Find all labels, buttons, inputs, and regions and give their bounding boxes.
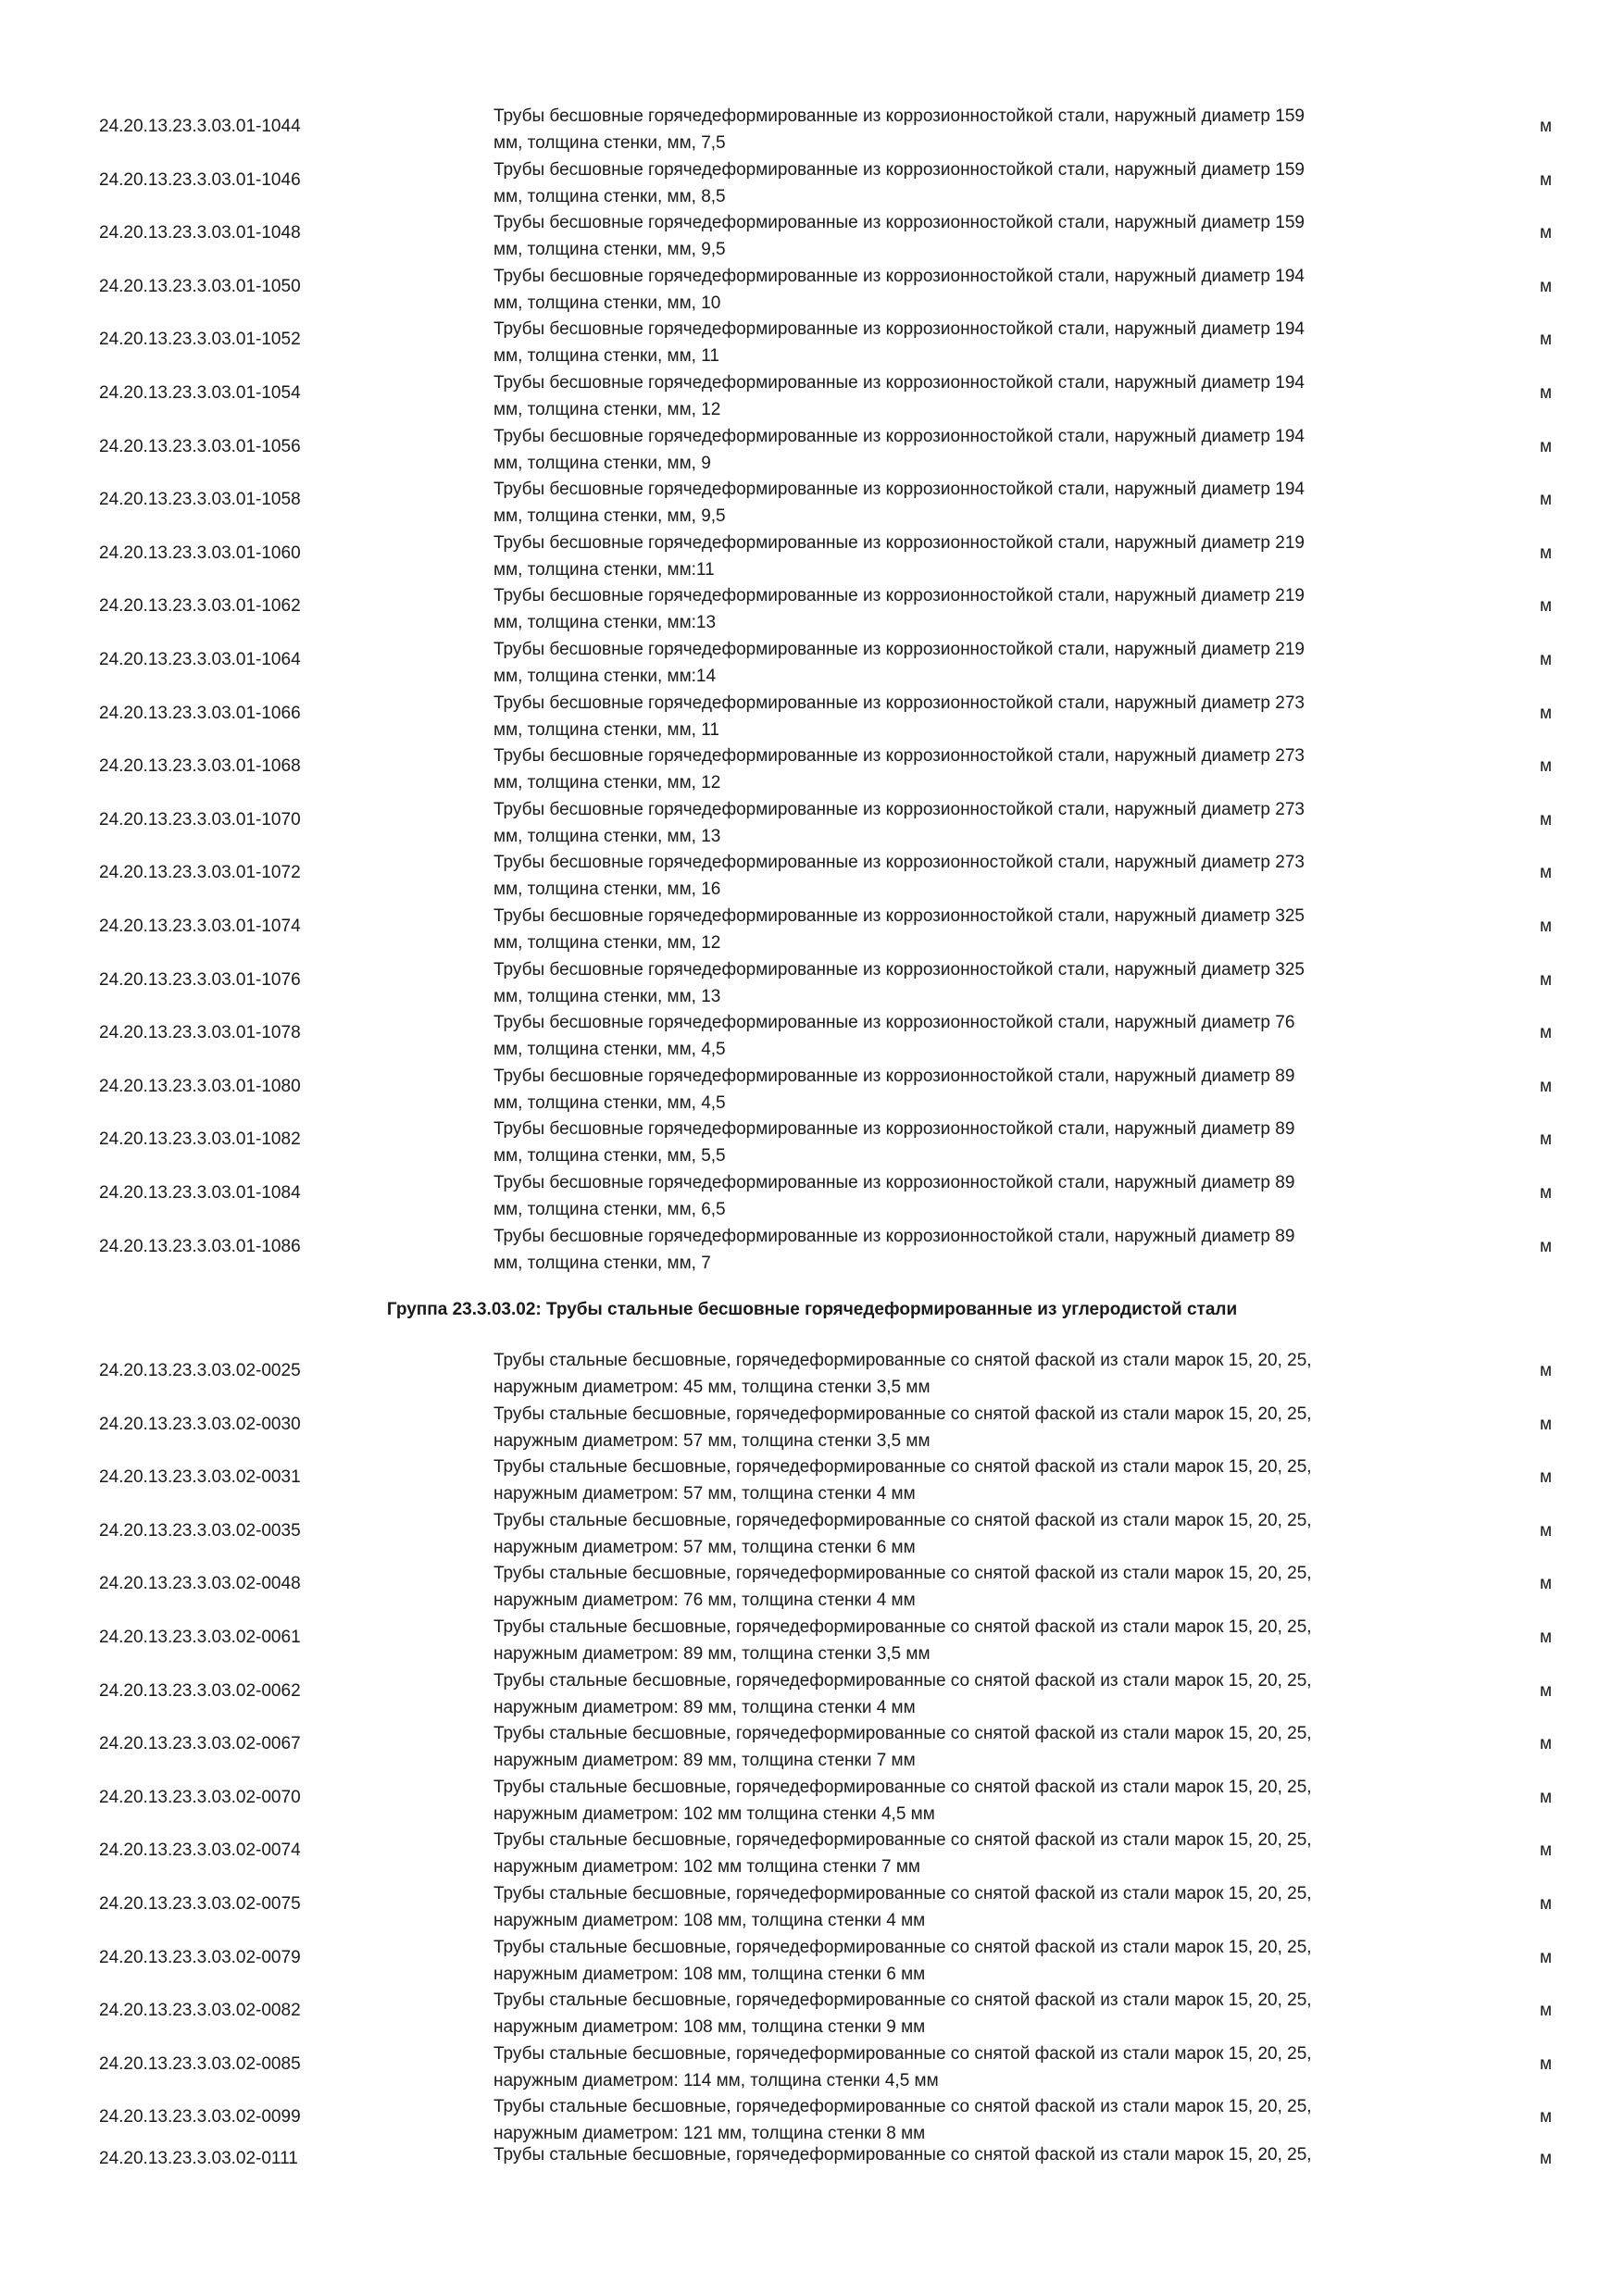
- item-description: [493, 2093, 1438, 2147]
- table-row: [0, 897, 1624, 951]
- item-code: 24.20.13.23.3.03.01-1046: [99, 169, 301, 190]
- item-description: [493, 1063, 1438, 1117]
- table-row: [0, 204, 1624, 260]
- item-code: 24.20.13.23.3.03.02-0030: [99, 1414, 301, 1434]
- item-description: [493, 1116, 1438, 1169]
- item-code: 24.20.13.23.3.03.01-1086: [99, 1236, 301, 1256]
- table-row: [0, 1448, 1624, 1502]
- item-unit: м: [1540, 596, 1553, 617]
- table-row: [0, 1662, 1624, 1716]
- table-row: [0, 257, 1624, 311]
- item-unit: м: [1540, 1023, 1553, 1043]
- item-unit: м: [1540, 1947, 1553, 1967]
- item-unit: м: [1540, 756, 1553, 777]
- item-code: 24.20.13.23.3.03.02-0067: [99, 1734, 301, 1754]
- description-line-1: Трубы бесшовные горячедеформированные из коррозионностойкой стали, наружный диаметр 89: [493, 1226, 1295, 1246]
- item-description: [493, 209, 1438, 263]
- table-row: [0, 1057, 1624, 1111]
- description-line-1: Трубы стальные бесшовные, горячедеформированные со снятой фаской из стали марок 15, 20, 25,: [493, 1937, 1312, 1957]
- item-unit: м: [1540, 2053, 1553, 2074]
- description-line-2: наружным диаметром: 102 мм толщина стенки 4,5 мм: [493, 1803, 935, 1824]
- item-description: [493, 1009, 1438, 1063]
- description-line-2: наружным диаметром: 45 мм, толщина стенки 3,5 мм: [493, 1378, 931, 1397]
- item-code: 24.20.13.23.3.03.01-1060: [99, 543, 301, 563]
- item-unit: м: [1540, 1183, 1553, 1203]
- item-code: 24.20.13.23.3.03.01-1044: [99, 117, 301, 136]
- description-line-1: Трубы стальные бесшовные, горячедеформированные со снятой фаской из стали марок 15, 20, 25,: [493, 2043, 1312, 2064]
- description-line-1: Трубы стальные бесшовные, горячедеформированные со снятой фаской из стали марок 15, 20, 25,: [493, 1564, 1312, 1584]
- item-code: 24.20.13.23.3.03.02-0075: [99, 1894, 301, 1914]
- description-line-2: наружным диаметром: 102 мм толщина стенки 7 мм: [493, 1857, 920, 1878]
- table-row: [0, 1554, 1624, 1611]
- description-line-1: Трубы бесшовные горячедеформированные из коррозионностойкой стали, наружный диаметр 219: [493, 532, 1305, 553]
- description-line-1: Трубы бесшовные горячедеформированные из коррозионностойкой стали, наружный диаметр 194: [493, 319, 1305, 340]
- item-unit: м: [1540, 1841, 1553, 1861]
- table-row: [0, 364, 1624, 418]
- description-line-1: Трубы бесшовные горячедеформированные из коррозионностойкой стали, наружный диаметр 194: [493, 266, 1305, 286]
- item-description: [493, 1347, 1438, 1401]
- description-line-2: мм, толщина стенки, мм, 4,5: [493, 1092, 726, 1113]
- item-unit: м: [1540, 383, 1553, 403]
- item-code: 24.20.13.23.3.03.02-0062: [99, 1680, 301, 1701]
- item-code: 24.20.13.23.3.03.01-1074: [99, 917, 301, 936]
- table-row: [0, 577, 1624, 633]
- item-description: [493, 1774, 1438, 1828]
- table-row: [0, 1164, 1624, 1217]
- table-row: [0, 951, 1624, 1004]
- item-unit: м: [1540, 1734, 1553, 1754]
- item-description: [493, 476, 1438, 530]
- item-code: 24.20.13.23.3.03.02-0085: [99, 2053, 301, 2074]
- item-unit: м: [1540, 1628, 1553, 1647]
- description-line-2: мм, толщина стенки, мм, 12: [493, 933, 721, 953]
- description-line-2: наружным диаметром: 57 мм, толщина стенки 3,5 мм: [493, 1430, 931, 1451]
- item-description: [493, 1507, 1438, 1561]
- description-line-2: мм, толщина стенки, мм, 11: [493, 719, 719, 740]
- item-description: [493, 1987, 1438, 2040]
- table-row: [0, 1341, 1624, 1395]
- item-unit: м: [1540, 2001, 1553, 2021]
- item-unit: м: [1540, 490, 1553, 510]
- table-row: [0, 1928, 1624, 1982]
- item-description: [493, 423, 1438, 477]
- item-description: [493, 1454, 1438, 1507]
- table-row: [0, 418, 1624, 471]
- table-row: [0, 470, 1624, 527]
- table-row: [0, 1715, 1624, 1771]
- description-line-2: мм, толщина стенки, мм, 12: [493, 400, 721, 419]
- description-line-1: Трубы бесшовные горячедеформированные из коррозионностойкой стали, наружный диаметр 159: [493, 213, 1305, 233]
- description-line-2: мм, толщина стенки, мм, 9,5: [493, 240, 726, 260]
- description-line-1: Трубы бесшовные горячедеформированные из коррозионностойкой стали, наружный диаметр 325: [493, 906, 1305, 926]
- item-code: 24.20.13.23.3.03.01-1068: [99, 756, 301, 777]
- description-line-2: наружным диаметром: 89 мм, толщина стенки 7 мм: [493, 1751, 916, 1771]
- item-description: [493, 1223, 1438, 1277]
- description-line-1: Трубы стальные бесшовные, горячедеформированные со снятой фаской из стали марок 15, 20, 25,: [493, 1884, 1312, 1903]
- description-line-1: Трубы бесшовные горячедеформированные из коррозионностойкой стали, наружный диаметр 194: [493, 480, 1305, 500]
- table-row: [0, 791, 1624, 844]
- item-description: [493, 103, 1438, 156]
- item-description: [493, 1401, 1438, 1454]
- item-description: [493, 796, 1438, 850]
- item-unit: м: [1540, 330, 1553, 350]
- item-unit: м: [1540, 2107, 1553, 2128]
- description-line-1: Трубы стальные бесшовные, горячедеформированные со снятой фаской из стали марок 15, 20, 25,: [493, 1990, 1312, 2011]
- item-unit: м: [1540, 1129, 1553, 1150]
- item-code: 24.20.13.23.3.03.01-1080: [99, 1076, 301, 1096]
- item-description: [493, 690, 1438, 743]
- item-code: 24.20.13.23.3.03.02-0035: [99, 1520, 301, 1541]
- description-line-2: мм, толщина стенки, мм, 13: [493, 826, 721, 846]
- item-code: 24.20.13.23.3.03.02-0061: [99, 1628, 301, 1647]
- description-line-2: мм, толщина стенки, мм, 13: [493, 986, 721, 1006]
- item-description: [493, 1560, 1438, 1614]
- description-line-1: Трубы бесшовные горячедеформированные из коррозионностойкой стали, наружный диаметр 273: [493, 746, 1305, 767]
- description-line-1: Трубы стальные бесшовные, горячедеформированные со снятой фаской из стали марок 15, 20, 25,: [493, 1617, 1312, 1637]
- description-line-1: Трубы бесшовные горячедеформированные из коррозионностойкой стали, наружный диаметр 219: [493, 586, 1305, 606]
- table-row: [0, 1004, 1624, 1060]
- item-description: [493, 1827, 1438, 1880]
- item-code: 24.20.13.23.3.03.01-1058: [99, 490, 301, 510]
- item-unit: м: [1540, 1574, 1553, 1594]
- item-code: 24.20.13.23.3.03.02-0099: [99, 2107, 301, 2128]
- group-heading: Группа 23.3.03.02: Трубы стальные бесшовные горячедеформированные из углеродистой стали: [386, 1300, 1238, 1319]
- item-unit: м: [1540, 1680, 1553, 1701]
- description-line-2: мм, толщина стенки, мм, 4,5: [493, 1040, 726, 1060]
- description-line-1: Трубы бесшовные горячедеформированные из коррозионностойкой стали, наружный диаметр 273: [493, 853, 1305, 873]
- item-description: [493, 1934, 1438, 1988]
- description-line-1: Трубы бесшовные горячедеформированные из коррозионностойкой стали, наружный диаметр 273: [493, 799, 1305, 819]
- item-code: 24.20.13.23.3.03.02-0074: [99, 1841, 301, 1861]
- item-unit: м: [1540, 223, 1553, 243]
- item-code: 24.20.13.23.3.03.01-1050: [99, 276, 301, 296]
- item-unit: м: [1540, 117, 1553, 136]
- description-line-1: Трубы стальные бесшовные, горячедеформированные со снятой фаской из стали марок 15, 20, 25,: [493, 1351, 1312, 1370]
- item-unit: м: [1540, 1467, 1553, 1488]
- description-line-2: наружным диаметром: 108 мм, толщина стенки 9 мм: [493, 2017, 926, 2038]
- description-line-2: мм, толщина стенки, мм, 7: [493, 1253, 711, 1273]
- description-line-1: Трубы бесшовные горячедеформированные из коррозионностойкой стали, наружный диаметр 325: [493, 959, 1305, 980]
- item-description: [493, 530, 1438, 583]
- table-row: [0, 843, 1624, 900]
- table-row: [0, 684, 1624, 738]
- item-description: [493, 156, 1438, 210]
- description-line-2: мм, толщина стенки, мм, 6,5: [493, 1200, 726, 1219]
- table-row: [0, 1217, 1624, 1271]
- description-line-2: наружным диаметром: 57 мм, толщина стенки 6 мм: [493, 1537, 916, 1557]
- table-row: [0, 1502, 1624, 1555]
- table-row: [0, 1395, 1624, 1449]
- item-code: 24.20.13.23.3.03.02-0025: [99, 1361, 301, 1380]
- description-line-1: Трубы стальные бесшовные, горячедеформированные со снятой фаской из стали марок 15, 20, 25,: [493, 1777, 1312, 1797]
- description-line-1: Трубы стальные бесшовные, горячедеформированные со снятой фаской из стали марок 15, 20, 25,: [493, 1670, 1312, 1691]
- item-code: 24.20.13.23.3.03.01-1070: [99, 809, 301, 830]
- item-unit: м: [1540, 169, 1553, 190]
- table-row: [0, 2035, 1624, 2089]
- item-code: 24.20.13.23.3.03.01-1054: [99, 383, 301, 403]
- item-code: 24.20.13.23.3.03.01-1052: [99, 330, 301, 350]
- table-row: [0, 310, 1624, 367]
- description-line-1: Трубы бесшовные горячедеформированные из коррозионностойкой стали, наружный диаметр 273: [493, 693, 1305, 713]
- description-line-2: мм, толщина стенки, мм:13: [493, 613, 717, 633]
- description-line-1: Трубы бесшовные горячедеформированные из коррозионностойкой стали, наружный диаметр 219: [493, 640, 1305, 659]
- table-row: [0, 1875, 1624, 1928]
- item-description: [493, 316, 1438, 369]
- item-code: 24.20.13.23.3.03.02-0070: [99, 1787, 301, 1807]
- item-unit: м: [1540, 436, 1553, 456]
- description-line-1: Трубы бесшовные горячедеформированные из коррозионностойкой стали, наружный диаметр 159: [493, 106, 1305, 126]
- item-code: 24.20.13.23.3.03.01-1078: [99, 1023, 301, 1043]
- description-line-2: мм, толщина стенки, мм, 9,5: [493, 506, 726, 527]
- item-code: 24.20.13.23.3.03.01-1076: [99, 969, 301, 990]
- item-unit: м: [1540, 1787, 1553, 1807]
- description-line-1: Трубы бесшовные горячедеформированные из коррозионностойкой стали, наружный диаметр 194: [493, 373, 1305, 393]
- item-unit: м: [1540, 1236, 1553, 1256]
- description-line-1: Трубы стальные бесшовные, горячедеформированные со снятой фаской из стали марок 15, 20, 25,: [493, 1830, 1312, 1851]
- item-unit: м: [1540, 1894, 1553, 1914]
- item-description: [493, 1880, 1438, 1934]
- description-line-2: мм, толщина стенки, мм, 9: [493, 453, 711, 473]
- item-unit: м: [1540, 863, 1553, 883]
- item-description: [493, 1667, 1438, 1721]
- item-unit: м: [1540, 276, 1553, 296]
- description-line-1: Трубы стальные бесшовные, горячедеформированные со снятой фаской из стали марок 15, 20, 25,: [493, 2145, 1312, 2165]
- item-description: [493, 2040, 1438, 2094]
- item-code: 24.20.13.23.3.03.01-1082: [99, 1129, 301, 1150]
- table-row: [0, 1821, 1624, 1878]
- table-row: [0, 630, 1624, 684]
- description-line-2: наружным диаметром: 57 мм, толщина стенки 4 мм: [493, 1484, 916, 1504]
- description-line-1: Трубы стальные бесшовные, горячедеформированные со снятой фаской из стали марок 15, 20, 25,: [493, 1724, 1312, 1744]
- item-code: 24.20.13.23.3.03.01-1066: [99, 703, 301, 723]
- item-unit: м: [1540, 809, 1553, 830]
- item-unit: м: [1540, 650, 1553, 669]
- description-line-2: мм, толщина стенки, мм, 7,5: [493, 133, 726, 153]
- description-line-2: наружным диаметром: 108 мм, толщина стенки 4 мм: [493, 1911, 926, 1930]
- item-unit: м: [1540, 2149, 1553, 2168]
- item-unit: м: [1540, 1361, 1553, 1380]
- item-description: [493, 1720, 1438, 1774]
- table-row: [0, 524, 1624, 578]
- description-line-2: мм, толщина стенки, мм, 10: [493, 293, 721, 313]
- item-unit: м: [1540, 1076, 1553, 1096]
- description-line-2: наружным диаметром: 89 мм, толщина стенки 4 мм: [493, 1697, 916, 1717]
- description-line-2: мм, толщина стенки, мм, 16: [493, 880, 721, 900]
- table-row: [0, 2088, 1624, 2144]
- item-unit: м: [1540, 969, 1553, 990]
- description-line-2: мм, толщина стенки, мм, 5,5: [493, 1146, 726, 1167]
- description-line-1: Трубы бесшовные горячедеформированные из коррозионностойкой стали, наружный диаметр 89: [493, 1066, 1295, 1086]
- table-row: [0, 1608, 1624, 1662]
- description-line-2: мм, толщина стенки, мм:11: [493, 559, 715, 580]
- description-line-2: наружным диаметром: 121 мм, толщина стенки 8 мм: [493, 2124, 926, 2144]
- description-line-1: Трубы бесшовные горячедеформированные из коррозионностойкой стали, наружный диаметр 89: [493, 1119, 1295, 1140]
- table-row: [0, 1768, 1624, 1822]
- description-line-1: Трубы стальные бесшовные, горячедеформированные со снятой фаской из стали марок 15, 20, 25,: [493, 1510, 1312, 1530]
- item-description: [493, 263, 1438, 317]
- item-description: [493, 1614, 1438, 1667]
- item-code: 24.20.13.23.3.03.02-0082: [99, 2001, 301, 2021]
- table-row: [0, 1110, 1624, 1167]
- item-code: 24.20.13.23.3.03.02-0079: [99, 1947, 301, 1967]
- item-code: 24.20.13.23.3.03.01-1048: [99, 223, 301, 243]
- item-description: [493, 849, 1438, 903]
- item-code: 24.20.13.23.3.03.02-0111: [99, 2149, 298, 2168]
- description-line-1: Трубы бесшовные горячедеформированные из коррозионностойкой стали, наружный диаметр 159: [493, 159, 1305, 180]
- table-row: [0, 2141, 1624, 2195]
- table-row: [0, 737, 1624, 791]
- description-line-2: мм, толщина стенки, мм, 8,5: [493, 186, 726, 206]
- description-line-1: Трубы стальные бесшовные, горячедеформированные со снятой фаской из стали марок 15, 20, 25,: [493, 1404, 1312, 1424]
- item-description: [493, 582, 1438, 636]
- description-line-2: наружным диаметром: 108 мм, толщина стенки 6 мм: [493, 1964, 926, 1984]
- description-line-1: Трубы бесшовные горячедеформированные из коррозионностойкой стали, наружный диаметр 76: [493, 1013, 1295, 1033]
- item-code: 24.20.13.23.3.03.01-1056: [99, 436, 301, 456]
- item-description: [493, 956, 1438, 1010]
- item-description: [493, 1169, 1438, 1223]
- item-unit: м: [1540, 1414, 1553, 1434]
- item-code: 24.20.13.23.3.03.01-1064: [99, 650, 301, 669]
- item-code: 24.20.13.23.3.03.01-1072: [99, 863, 301, 883]
- item-unit: м: [1540, 543, 1553, 563]
- table-row: [0, 97, 1624, 151]
- item-description: [493, 2141, 1438, 2168]
- description-line-1: Трубы стальные бесшовные, горячедеформированные со снятой фаской из стали марок 15, 20, 25,: [493, 2097, 1312, 2117]
- item-description: [493, 742, 1438, 796]
- item-unit: м: [1540, 1520, 1553, 1541]
- item-description: [493, 636, 1438, 690]
- description-line-1: Трубы бесшовные горячедеформированные из коррозионностойкой стали, наружный диаметр 89: [493, 1173, 1295, 1192]
- item-unit: м: [1540, 917, 1553, 936]
- item-code: 24.20.13.23.3.03.02-0048: [99, 1574, 301, 1594]
- item-code: 24.20.13.23.3.03.02-0031: [99, 1467, 301, 1488]
- description-line-2: мм, толщина стенки, мм:14: [493, 667, 717, 686]
- item-code: 24.20.13.23.3.03.01-1084: [99, 1183, 301, 1203]
- item-description: [493, 369, 1438, 423]
- table-row: [0, 1981, 1624, 2038]
- table-row: [0, 151, 1624, 205]
- description-line-1: Трубы бесшовные горячедеформированные из коррозионностойкой стали, наружный диаметр 194: [493, 426, 1305, 446]
- description-line-1: Трубы стальные бесшовные, горячедеформированные со снятой фаской из стали марок 15, 20, 25,: [493, 1457, 1312, 1478]
- item-code: 24.20.13.23.3.03.01-1062: [99, 596, 301, 617]
- description-line-2: наружным диаметром: 89 мм, толщина стенки 3,5 мм: [493, 1644, 931, 1664]
- description-line-2: наружным диаметром: 114 мм, толщина стенки 4,5 мм: [493, 2070, 939, 2090]
- description-line-2: мм, толщина стенки, мм, 11: [493, 346, 719, 367]
- item-description: [493, 903, 1438, 956]
- description-line-2: мм, толщина стенки, мм, 12: [493, 773, 721, 793]
- item-unit: м: [1540, 703, 1553, 723]
- description-line-2: наружным диаметром: 76 мм, толщина стенки 4 мм: [493, 1591, 916, 1611]
